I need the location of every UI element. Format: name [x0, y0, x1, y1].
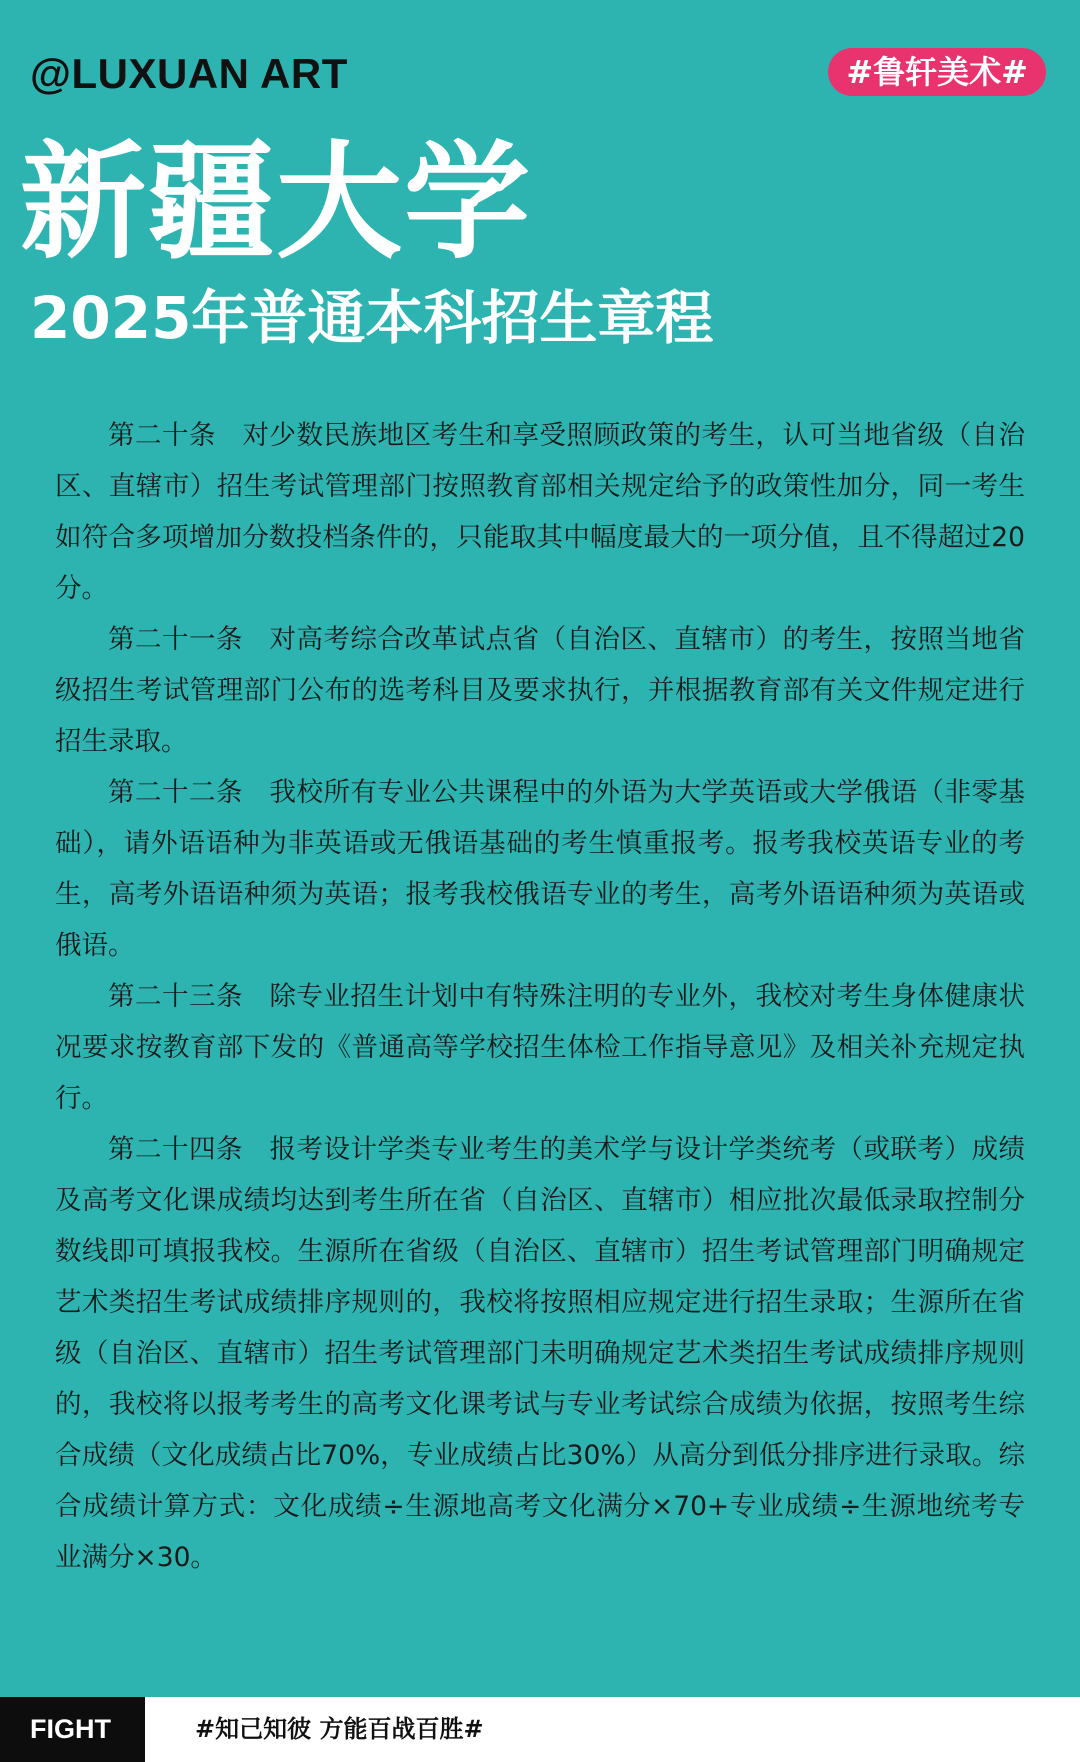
article-number: 第二十四条 [108, 1134, 243, 1165]
article-23 [55, 971, 1025, 1124]
page-title: 新疆大学 [20, 129, 532, 276]
article-number: 第二十三条 [108, 981, 243, 1012]
article-21 [55, 614, 1025, 767]
article-20 [55, 410, 1025, 614]
article-text: 对少数民族地区考生和享受照顾政策的考生，认可当地省级（自治区、直辖市）招生考试管理部门按照教育部相关规定给予的政策性加分，同一考生如符合多项增加分数投档条件的，只能取其中幅度最大的一项分值，且不得超过20分。 [55, 420, 1025, 604]
article-22 [55, 767, 1025, 971]
footer-fight-label: FIGHT [0, 1697, 145, 1762]
article-number: 第二十一条 [108, 624, 243, 655]
footer-slogan: #知己知彼 方能百战百胜# [195, 1715, 484, 1743]
article-number: 第二十二条 [108, 777, 243, 808]
article-24 [55, 1124, 1025, 1583]
page-subtitle: 2025年普通本科招生章程 [30, 284, 714, 352]
articles-body [55, 410, 1025, 1583]
footer-bar [0, 1697, 1080, 1762]
article-text: 我校所有专业公共课程中的外语为大学英语或大学俄语（非零基础），请外语语种为非英语或无俄语基础的考生慎重报考。报考我校英语专业的考生，高考外语语种须为英语；报考我校俄语专业的考生，高考外语语种须为英语或俄语。 [55, 777, 1025, 961]
article-text: 对高考综合改革试点省（自治区、直辖市）的考生，按照当地省级招生考试管理部门公布的选考科目及要求执行，并根据教育部有关文件规定进行招生录取。 [55, 624, 1025, 757]
article-text: 报考设计学类专业考生的美术学与设计学类统考（或联考）成绩及高考文化课成绩均达到考生所在省（自治区、直辖市）相应批次最低录取控制分数线即可填报我校。生源所在省级（自治区、直辖市）招生考试管理部门明确规定艺术类招生考试成绩排序规则的，我校将按照相应规定进行招生录取；生源所在省级（自治区、直辖市）招生考试管理部门未明确规定艺术类招生考试成绩排序规则的，我校将以报考考生的高考文化课考试与专业考试综合成绩为依据，按照考生综合成绩（文化成绩占比70%，专业成绩占比30%）从高分到低分排序进行录取。综合成绩计算方式：文化成绩÷生源地高考文化满分×70+专业成绩÷生源地统考专业满分×30。 [55, 1134, 1025, 1573]
article-number: 第二十条 [108, 420, 216, 451]
article-text: 除专业招生计划中有特殊注明的专业外，我校对考生身体健康状况要求按教育部下发的《普通高等学校招生体检工作指导意见》及相关补充规定执行。 [55, 981, 1025, 1114]
brand-handle: @LUXUAN ART [30, 50, 348, 97]
hashtag-badge: #鲁轩美术# [828, 48, 1046, 96]
